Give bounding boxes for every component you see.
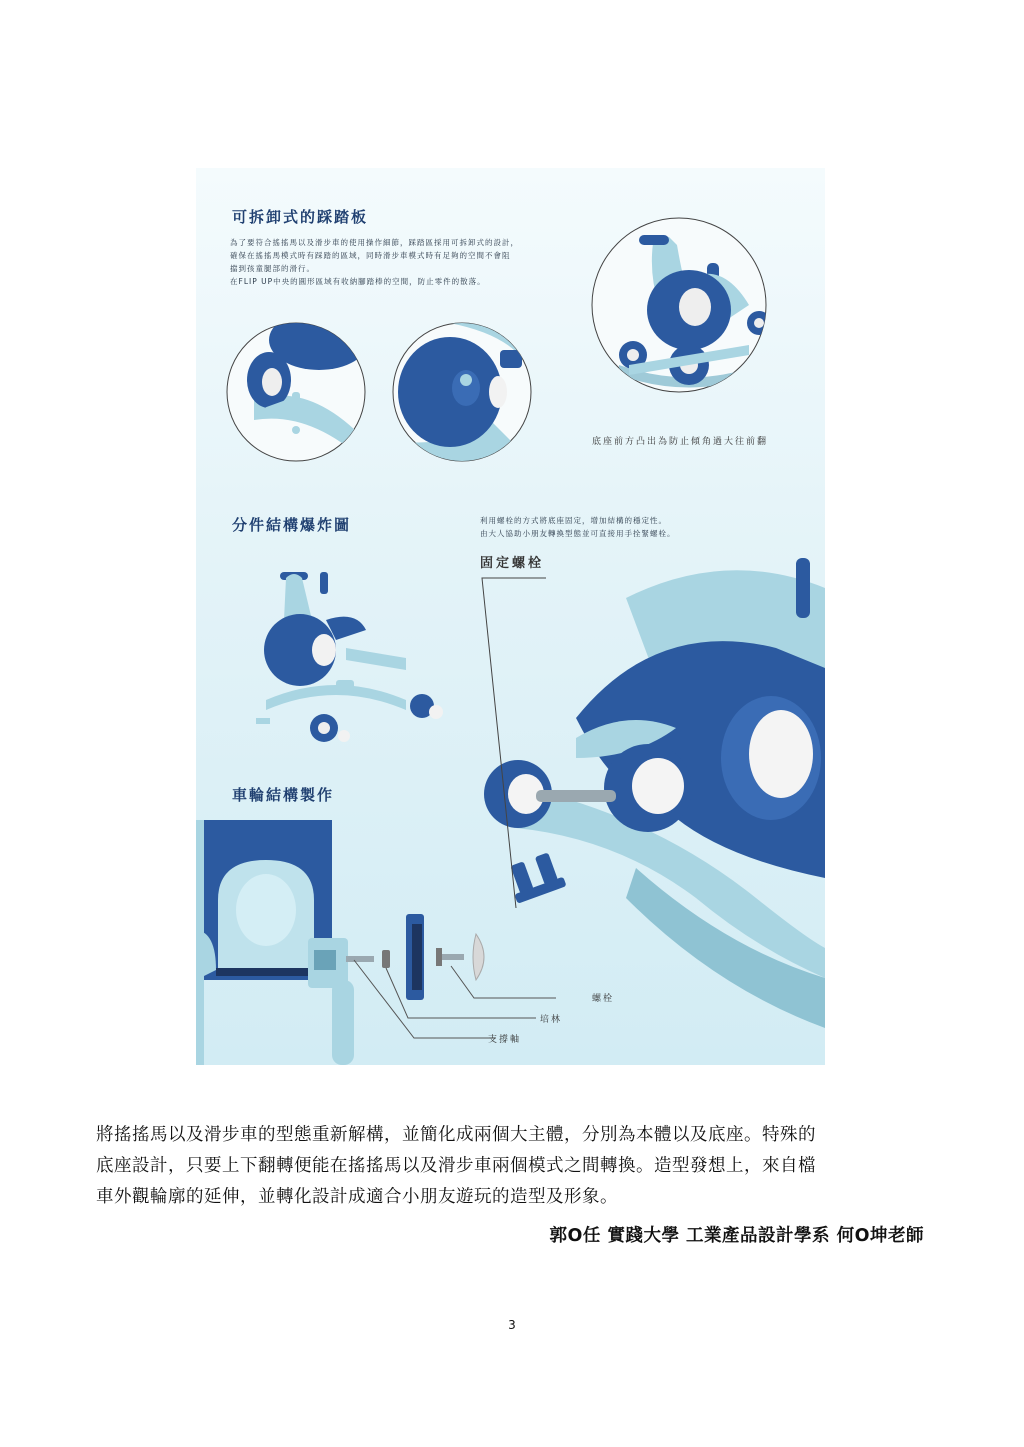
bolt-title: 固定螺栓 bbox=[480, 556, 545, 571]
author-credit: 郭O任 實踐大學 工業產品設計學系 何O坤老師 bbox=[549, 1226, 924, 1246]
exploded-view-title: 分件結構爆炸圖 bbox=[232, 516, 352, 534]
body-paragraph: 將搖搖馬以及滑步車的型態重新解構，並簡化成兩個大主體，分別為本體以及底座。特殊的 底座設計，只要上下翻轉便能在搖搖馬以及滑步車兩個模式之間轉換。造型發想上，來自檔 車外觀輪廓的延伸，並轉化設計成適合小朋友遊玩的造型及形象。 bbox=[96, 1125, 816, 1207]
wheel-section-title: 車輪結構製作 bbox=[232, 786, 335, 804]
label-bolt: 螺栓 bbox=[592, 994, 615, 1004]
label-axle: 支撐軸 bbox=[488, 1035, 522, 1045]
exploded-view-diagram bbox=[236, 560, 476, 760]
base-caption: 底座前方凸出為防止傾角過大往前翻 bbox=[592, 437, 769, 447]
wheel-structure-diagram bbox=[196, 820, 556, 1065]
product-poster bbox=[196, 168, 825, 1065]
pedal-section-title: 可拆卸式的踩踏板 bbox=[232, 208, 369, 226]
label-bushing: 培林 bbox=[540, 1015, 563, 1025]
page-number: 3 bbox=[508, 1318, 516, 1332]
pedal-detail-circle-1 bbox=[224, 320, 368, 464]
pedal-detail-circle-2 bbox=[390, 320, 534, 464]
bolt-description: 利用螺栓的方式將底座固定，增加結構的穩定性。 由大人協助小朋友轉換型態並可直接用手拴緊螺栓。 bbox=[480, 516, 676, 538]
pedal-description: 為了要符合搖搖馬以及滑步車的使用操作細節，踩踏區採用可拆卸式的設計， 確保在搖搖馬模式時有踩踏的區域，同時滑步車模式時有足夠的空間不會阻 擋到孩童腿部的滑行。 在FLIP UP中央的圓形區域有收納腳踏棒的空間，防止零件的散落。 bbox=[230, 238, 519, 286]
product-overview-circle bbox=[589, 215, 769, 395]
